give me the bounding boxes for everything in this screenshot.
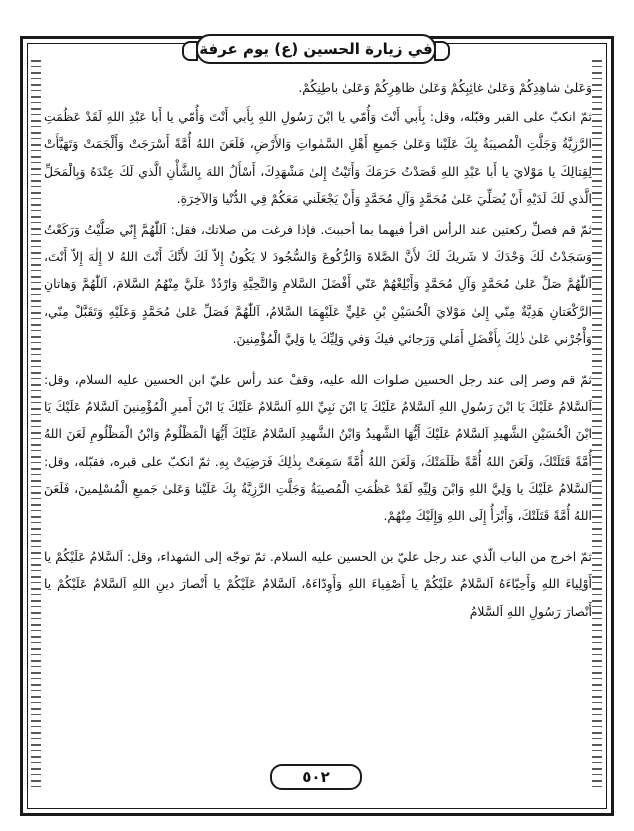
left-ornament-strip [31,60,41,790]
chapter-header [196,34,436,64]
paragraph-2: ثمّ انكبّ على القبر وقبّله، وقل: بِأَبي أَنْتَ وَأُمّي يا ابْنَ رَسُولِ اللهِ بِأَبي أَنْتَ وَأُمّي يا أَبا عَبْدِ اللهِ لَقَدْ عَظُمَتِ الرَّزِيَّةُ وَجَلَّتِ الْمُصيبَةُ بِكَ عَلَيْنا وَعَلىٰ جَميعِ أَهْلِ السَّمٰواتِ وَالأَرْضِ، فَلَعَنَ اللهُ أُمَّةً أَسْرَجَتْ وَأَلْجَمَتْ وَتَهَيَّأَتْ لِقِتالِكَ يا مَوْلايَ يا أَبا عَبْدِ اللهِ قَصَدْتُ حَرَمَكَ وَأَتَيْتُ إِلىٰ مَشْهَدِكَ، أَسْأَلُ اللهَ بِالشَّأْنِ الَّذي لَكَ عِنْدَهُ وَبِالْمَحَلِّ الَّذي لَكَ لَدَيْهِ أَنْ يُصَلِّيَ عَلىٰ مُحَمَّدٍ وَآلِ مُحَمَّدٍ وَأَنْ يَجْعَلَني مَعَكُمْ فِي الدُّنْيا وَالآخِرَةِ. [44,109,592,206]
paragraph-1: وَعَلىٰ شاهِدِكُمْ وَعَلىٰ غائِبِكُمْ وَعَلىٰ ظاهِرِكُمْ وَعَلىٰ باطِنِكُمْ. [298,80,592,95]
page-body [44,74,592,629]
page-number: ٥٠٢ [302,768,330,786]
paragraph-5: ثمّ اخرج من الباب الّذي عند رجل عليّ بن الحسين عليه السلام. ثمّ توجّه إلى الشهداء، وقل: اَلسَّلامُ عَلَيْكُمْ يا أَوْلِياءَ اللهِ وَأَحِبّاءَهُ اَلسَّلامُ عَلَيْكُمْ يا أَصْفِياءَ اللهِ وَأَوِدّاءَهُ، اَلسَّلامُ عَلَيْكُمْ يا أَنْصارَ دينِ اللهِ اَلسَّلامُ عَلَيْكُمْ يا أَنْصارَ رَسُولِ اللهِ اَلسَّلامُ [44,549,592,619]
right-ornament-strip [592,60,602,790]
page-number-box [270,764,362,790]
paragraph-3: ثمّ قم فصلِّ ركعتين عند الرأس اقرأ فيهما بما أحببتَ. فإذا فرغت من صلاتك، فقل: اَللّٰهُمَّ إِنّي صَلَّيْتُ وَرَكَعْتُ وَسَجَدْتُ لَكَ وَحْدَكَ لا شَريكَ لَكَ لأَنَّ الصَّلاةَ وَالرُّكُوعَ وَالسُّجُودَ لا يَكُونُ إِلاّ لَكَ لأَنَّكَ أَنْتَ اللهُ لا إِلٰهَ إِلاّ أَنْتَ، اَللّٰهُمَّ صَلِّ عَلىٰ مُحَمَّدٍ وَآلِ مُحَمَّدٍ وَأَبْلِغْهُمْ عَنّي أَفْضَلَ السَّلامِ وَالتَّحِيَّةِ وَارْدُدْ عَلَيَّ مِنْهُمُ السَّلامَ، اَللّٰهُمَّ وَهاتانِ الرَّكْعَتانِ هَدِيَّةٌ مِنّي إِلىٰ مَوْلايَ الْحُسَيْنِ بْنِ عَلِيٍّ عَلَيْهِمَا السَّلامُ، اَللّٰهُمَّ فَصَلِّ عَلىٰ مُحَمَّدٍ وَعَلَيْهِ وَتَقَبَّلْ مِنّي، وَأْجُرْني عَلىٰ ذٰلِكَ بِأَفْضَلِ أَمَلي وَرَجائي فيكَ وَفي وَلِيِّكَ يا وَلِيَّ الْمُؤْمِنينَ. [44,222,592,346]
chapter-title: في زيارة الحسين (ع) يوم عرفة [199,40,433,58]
paragraph-4: ثمّ قم وصر إلى عند رجل الحسين صلوات الله عليه، وقفْ عند رأس عليّ ابن الحسين عليه السلام، وقل: اَلسَّلامُ عَلَيْكَ يَا ابْنَ رَسُولِ اللهِ اَلسَّلامُ عَلَيْكَ يَا ابْنَ نَبِيِّ اللهِ اَلسَّلامُ عَلَيْكَ يَا ابْنَ أَميرِ الْمُؤْمِنينَ اَلسَّلامُ عَلَيْكَ يَا ابْنَ الْحُسَيْنِ الشَّهيدِ اَلسَّلامُ عَلَيْكَ أَيُّهَا الشَّهيدُ وَابْنُ الشَّهيدِ اَلسَّلامُ عَلَيْكَ أَيُّهَا الْمَظْلُومُ وَابْنُ الْمَظْلُومِ لَعَنَ اللهُ أُمَّةً قَتَلَتْكَ، وَلَعَنَ اللهُ أُمَّةً ظَلَمَتْكَ، وَلَعَنَ اللهُ أُمَّةً سَمِعَتْ بِذٰلِكَ فَرَضِيَتْ بِهِ. ثمّ انكبّ على قبره، فقبّله، وقل: اَلسَّلامُ عَلَيْكَ يا وَلِيَّ اللهِ وَابْنَ وَلِيِّهِ لَقَدْ عَظُمَتِ الْمُصيبَةُ وَجَلَّتِ الرَّزِيَّةُ بِكَ عَلَيْنا وَعَلىٰ جَميعِ الْمُسْلِمينَ، فَلَعَنَ اللهُ أُمَّةً قَتَلَتْكَ، وَأَبْرَأُ إِلَى اللهِ وَإِلَيْكَ مِنْهُمْ. [44,372,592,524]
